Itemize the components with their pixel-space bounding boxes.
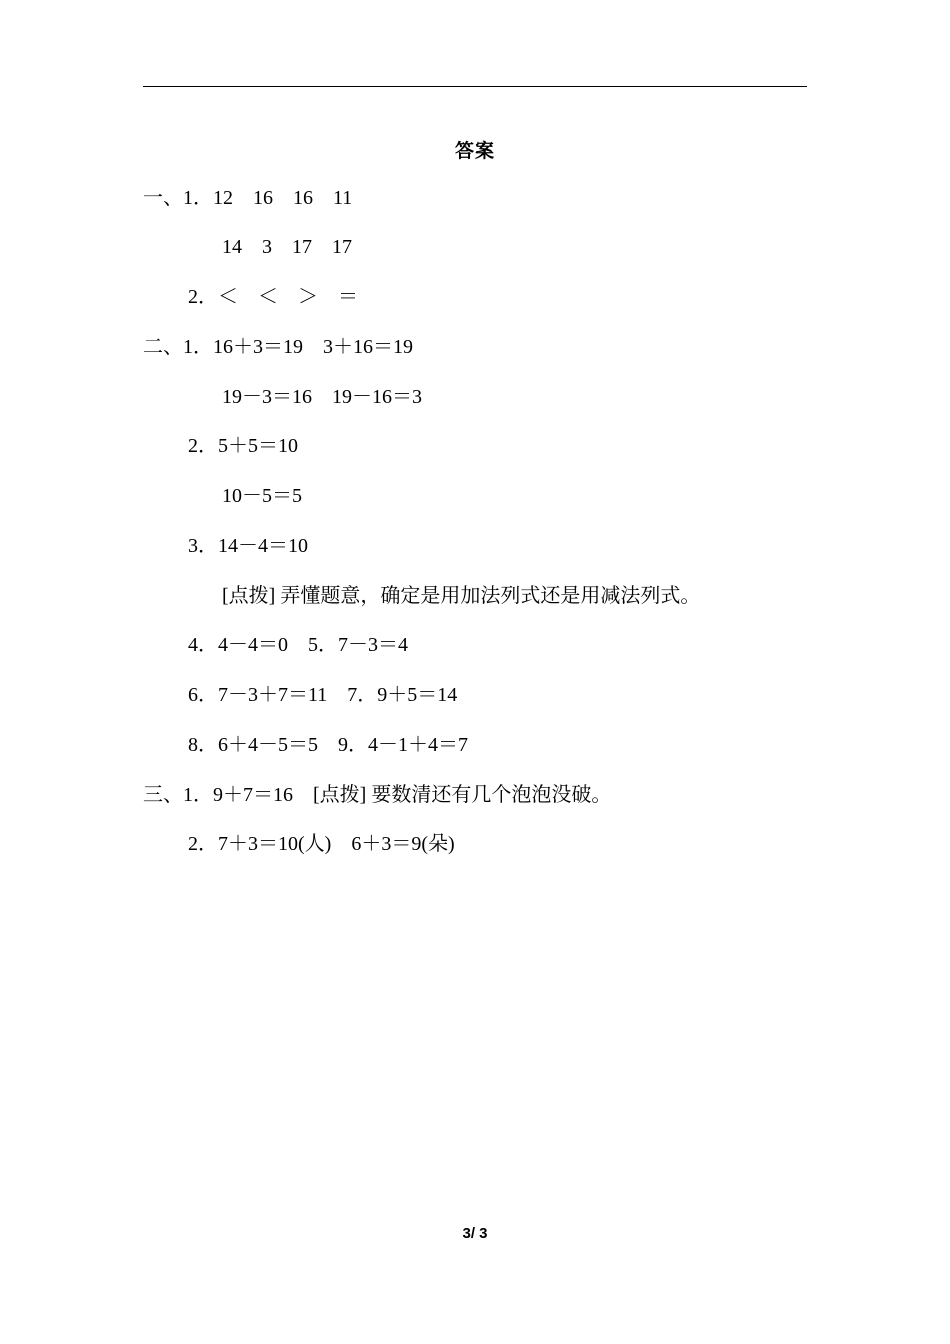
hint-line-1: [点拨] 弄懂题意，确定是用加法列式还是用减法列式。 <box>222 585 701 607</box>
answer-line-1: 一、1．12 16 16 11 <box>143 187 353 209</box>
answer-line-5: 19－3＝16 19－16＝3 <box>222 386 422 408</box>
answer-line-8: 3．14－4＝10 <box>188 535 308 557</box>
answer-line-12: 三、1．9＋7＝16 [点拨] 要数清还有几个泡泡没破。 <box>143 784 612 806</box>
answer-line-6: 2．5＋5＝10 <box>188 435 298 457</box>
page-number: 3/ 3 <box>462 1225 488 1242</box>
answer-line-2: 14 3 17 17 <box>222 236 352 258</box>
answer-line-4: 二、1．16＋3＝19 3＋16＝19 <box>143 336 413 358</box>
header-rule <box>143 86 807 87</box>
answer-line-3: 2．＜ ＜ ＞ ＝ <box>188 286 358 308</box>
answer-line-11: 8．6＋4－5＝5 9．4－1＋4＝7 <box>188 734 468 756</box>
page-title: 答案 <box>454 140 495 162</box>
answer-line-10: 6．7－3＋7＝11 7．9＋5＝14 <box>188 684 458 706</box>
answer-line-7: 10－5＝5 <box>222 485 302 507</box>
answer-line-13: 2．7＋3＝10(人) 6＋3＝9(朵) <box>188 833 455 855</box>
answer-line-9: 4．4－4＝0 5．7－3＝4 <box>188 634 408 656</box>
